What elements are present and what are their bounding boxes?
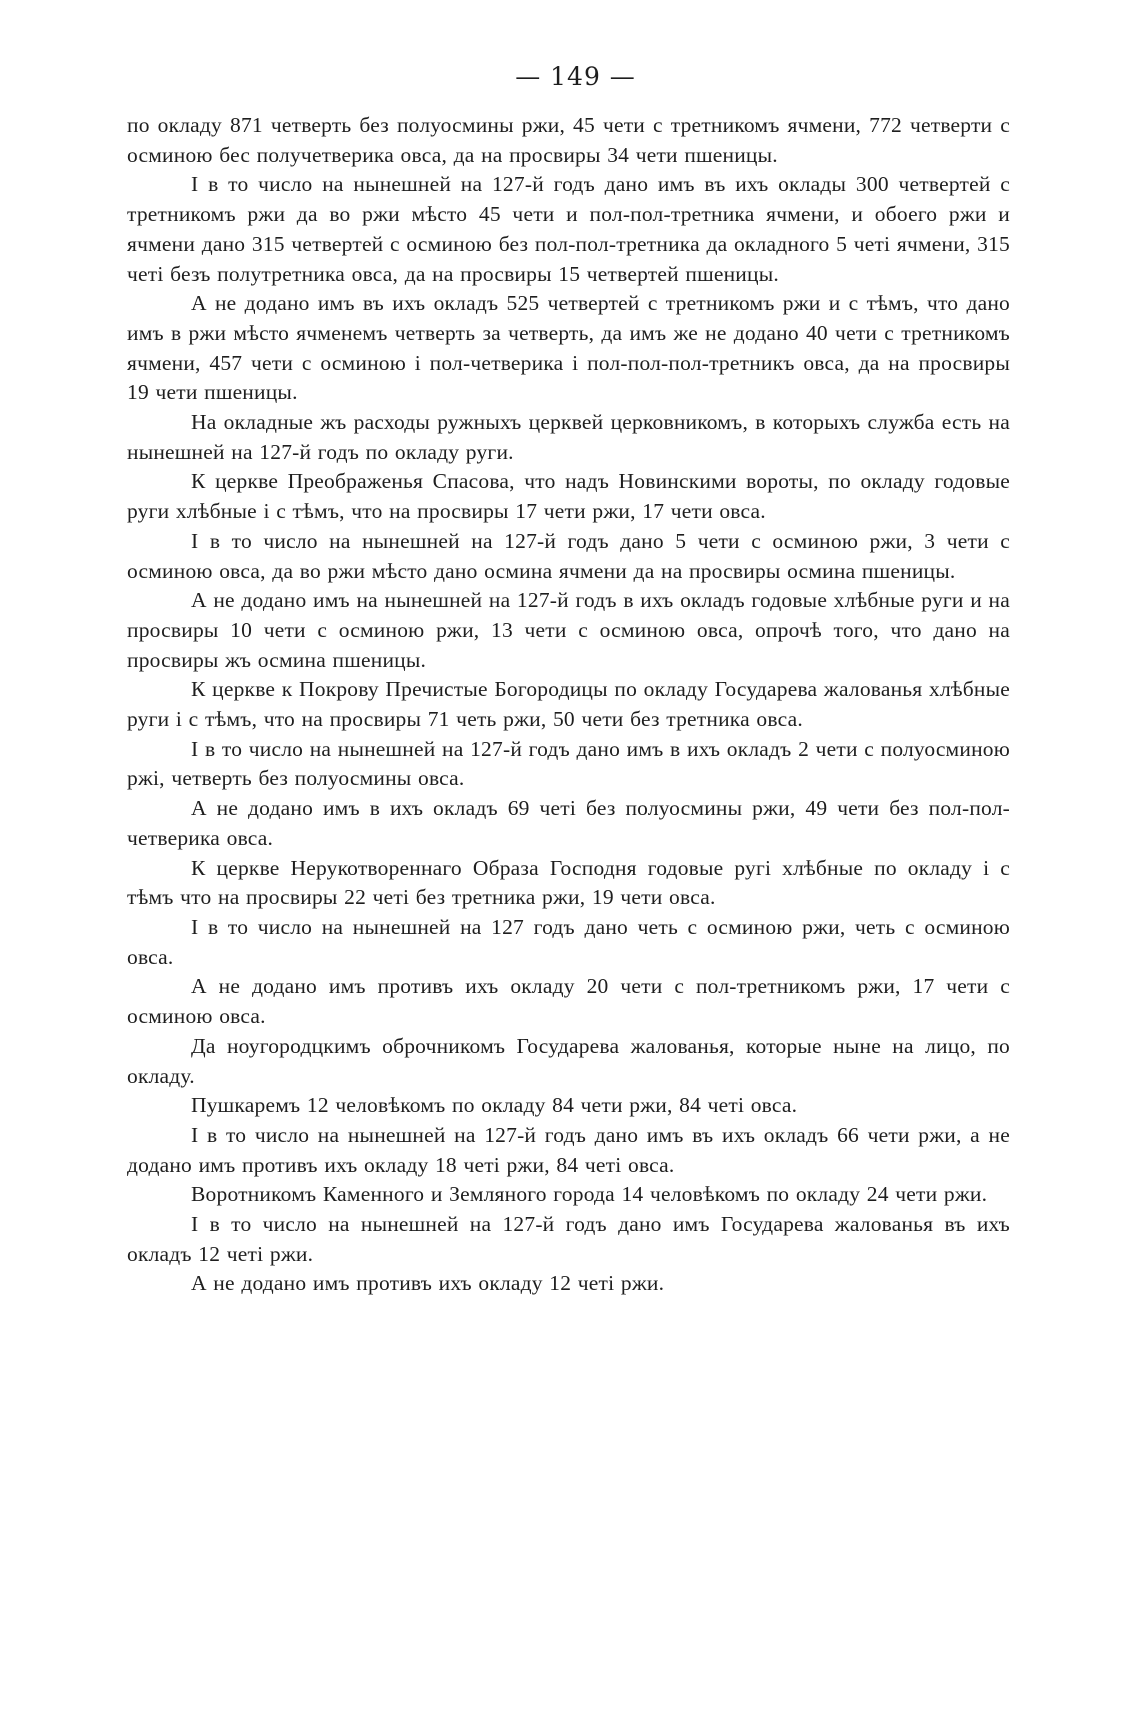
paragraph-19: А не додано имъ противъ ихъ окладу 12 четі ржи. xyxy=(191,1271,665,1296)
document-body xyxy=(127,111,1010,1299)
paragraph-15: Пушкаремъ 12 человѣкомъ по окладу 84 чети ржи, 84 четі овса. xyxy=(191,1093,798,1118)
paragraph-1: по окладу 871 четверть без полуосмины ржи, 45 чети с третникомъ ячмени, 772 четверти с осминою бес получетверика овса, да на просвиры 34 чети пшеницы. xyxy=(127,113,1010,167)
paragraph-13: А не додано имъ противъ ихъ окладу 20 чети с пол-третникомъ ржи, 17 чети с осминою овса. xyxy=(127,974,1010,1029)
paragraph-18: I в то число на нынешней на 127-й годъ дано имъ Государева жалованья въ ихъ окладъ 12 четі ржи. xyxy=(127,1212,1010,1266)
paragraph-7: А не додано имъ на нынешней на 127-й годъ в ихъ окладъ годовые хлѣбные руги и на просвиры 10 чети с осминою ржи, 13 чети с осминою овса, опрочѣ того, что дано на просвиры жъ осмина пшеницы. xyxy=(127,588,1010,672)
paragraph-5: К церкве Преображенья Спасова, что надъ Новинскими вороты, по окладу годовые руги хлѣбные і с тѣмъ, что на просвиры 17 чети ржи, 17 чети овса. xyxy=(127,469,1010,524)
paragraph-12: I в то число на нынешней на 127 годъ дано четь с осминою ржи, четь с осминою овса. xyxy=(127,914,1010,969)
paragraph-11: К церкве Нерукотвореннаго Образа Господня годовые ругі хлѣбные по окладу і с тѣмъ что на просвиры 22 четі без третника ржи, 19 чети овса. xyxy=(127,855,1010,910)
page-number: — 149 — xyxy=(515,62,636,91)
paragraph-10: А не додано имъ в ихъ окладъ 69 четі без полуосмины ржи, 49 чети без пол-пол-четверика овса. xyxy=(127,796,1010,850)
paragraph-4: На окладные жъ расходы ружныхъ церквей церковникомъ, в которыхъ служба есть на нынешней на 127-й годъ по окладу руги. xyxy=(127,410,1010,464)
paragraph-16: I в то число на нынешней на 127-й годъ дано имъ въ ихъ окладъ 66 чети ржи, а не додано имъ противъ ихъ окладу 18 четі ржи, 84 четі овса. xyxy=(127,1122,1010,1177)
paragraph-6: I в то число на нынешней на 127-й годъ дано 5 чети с осминою ржи, 3 чети с осминою овса, да во ржи мѣсто дано осмина ячмени да на просвиры осмина пшеницы. xyxy=(127,528,1010,583)
paragraph-9: I в то число на нынешней на 127-й годъ дано имъ в ихъ окладъ 2 чети с полуосминою ржі, четверть без полуосмины овса. xyxy=(127,736,1010,791)
paragraph-3: А не додано имъ въ ихъ окладъ 525 четвертей с третникомъ ржи и с тѣмъ, что дано имъ в ржи мѣсто ячменемъ четверть за четверть, да имъ же не додано 40 чети с третникомъ ячмени, 457 чети с осминою і пол-четверика і пол-пол-пол-третникъ овса, да на просвиры 19 чети пшеницы. xyxy=(127,291,1010,405)
paragraph-2: I в то число на нынешней на 127-й годъ дано имъ въ ихъ оклады 300 четвертей с третникомъ ржи да во ржи мѣсто 45 чети и пол-пол-третника ячмени, и обоего ржи и ячмени дано 315 четвертей с осминою без пол-пол-третника да окладного 5 четі ячмени, 315 четі безъ полутретника овса, да на просвиры 15 четвертей пшеницы. xyxy=(127,172,1010,286)
paragraph-14: Да ноугородцкимъ оброчникомъ Государева жалованья, которые ныне на лицо, по окладу. xyxy=(127,1033,1010,1088)
paragraph-17: Воротникомъ Каменного и Земляного города 14 человѣкомъ по окладу 24 чети ржи. xyxy=(191,1182,988,1207)
paragraph-8: К церкве к Покрову Пречистые Богородицы по окладу Государева жалованья хлѣбные руги і с тѣмъ, что на просвиры 71 четь ржи, 50 чети без третника овса. xyxy=(127,677,1010,732)
